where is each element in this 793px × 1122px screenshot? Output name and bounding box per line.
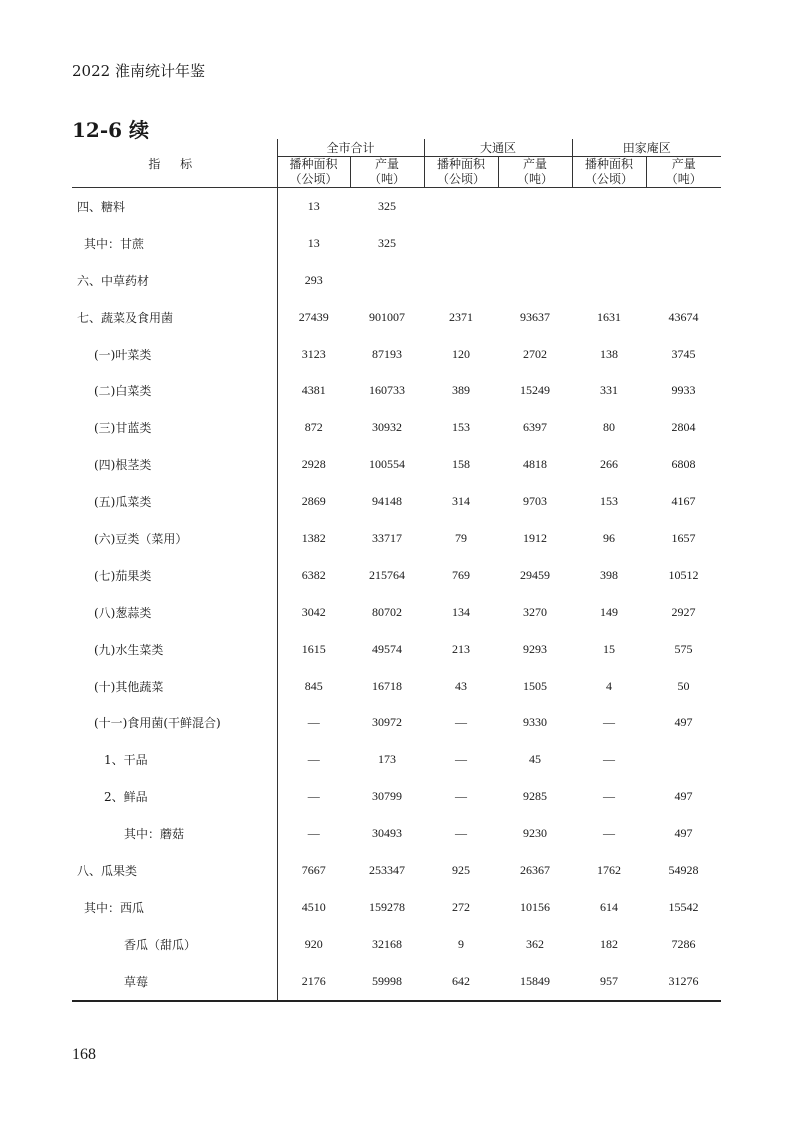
table-cell: 3745 bbox=[671, 346, 696, 361]
table-cell: 9 bbox=[458, 936, 465, 951]
table-cell: 4381 bbox=[301, 383, 326, 398]
table-cell: 7286 bbox=[671, 936, 696, 951]
row-label: (六)豆类（菜用） bbox=[72, 520, 277, 557]
table-cell: 80702 bbox=[372, 604, 402, 619]
table-cell: 362 bbox=[526, 936, 545, 951]
table-cell: 957 bbox=[572, 963, 646, 1001]
table-cell: 1657 bbox=[671, 530, 696, 545]
table-cell: 30932 bbox=[372, 420, 402, 435]
table-row bbox=[72, 815, 721, 852]
table-cell: 497 bbox=[674, 715, 693, 730]
table-cell: 50 bbox=[677, 678, 690, 693]
table-cell: 1912 bbox=[523, 530, 548, 545]
table-cell: 4818 bbox=[523, 457, 548, 472]
table-cell: 2927 bbox=[671, 604, 696, 619]
row-label: 七、蔬菜及食用菌 bbox=[72, 299, 277, 336]
row-label: 其中：甘蔗 bbox=[72, 225, 277, 262]
table-cell: 93637 bbox=[520, 309, 551, 324]
table-cell: — bbox=[603, 826, 616, 841]
row-label: 六、中草药材 bbox=[72, 262, 277, 299]
table-cell: 173 bbox=[378, 752, 396, 767]
table-cell: 1631 bbox=[597, 309, 622, 324]
table-cell: 9330 bbox=[523, 715, 548, 730]
table-row bbox=[72, 557, 721, 594]
table-cell: 4510 bbox=[301, 899, 326, 914]
table-cell: 266 bbox=[600, 457, 619, 472]
table-cell: — bbox=[307, 789, 320, 804]
table-row bbox=[72, 188, 721, 225]
table-cell: 9703 bbox=[523, 494, 548, 509]
table-cell: 15 bbox=[603, 641, 616, 656]
table-cell: 45 bbox=[529, 752, 542, 767]
table-cell: — bbox=[307, 715, 320, 730]
table-cell: 31276 bbox=[646, 963, 721, 1001]
table-cell: 213 bbox=[452, 641, 471, 656]
table-row bbox=[72, 520, 721, 557]
table-cell: — bbox=[307, 826, 320, 841]
table-cell: 54928 bbox=[668, 862, 699, 877]
table-cell: 138 bbox=[600, 346, 619, 361]
table-row bbox=[72, 704, 721, 741]
table-cell: 59998 bbox=[350, 963, 424, 1001]
table-cell: 901007 bbox=[369, 309, 405, 324]
table-row bbox=[72, 963, 721, 1001]
table-cell: 26367 bbox=[520, 862, 551, 877]
table-cell: 80 bbox=[603, 420, 616, 435]
table-cell: 575 bbox=[674, 641, 693, 656]
table-cell: 845 bbox=[304, 678, 323, 693]
table-cell: 3123 bbox=[301, 346, 326, 361]
row-label: 四、糖料 bbox=[72, 188, 277, 225]
table-cell: 2702 bbox=[523, 346, 548, 361]
table-cell: 182 bbox=[600, 936, 619, 951]
table-cell bbox=[424, 225, 498, 262]
table-row bbox=[72, 741, 721, 778]
table-cell: — bbox=[307, 752, 320, 767]
table-cell: — bbox=[455, 789, 468, 804]
table-row bbox=[72, 668, 721, 705]
table-cell: 215764 bbox=[369, 567, 405, 582]
table-cell: 389 bbox=[452, 383, 471, 398]
table-cell: 32168 bbox=[372, 936, 402, 951]
table-cell: 79 bbox=[455, 530, 468, 545]
table-cell: 4 bbox=[606, 678, 613, 693]
table-row bbox=[72, 372, 721, 409]
table-cell: 29459 bbox=[520, 567, 551, 582]
table-cell: — bbox=[603, 715, 616, 730]
table-cell: 94148 bbox=[372, 494, 402, 509]
table-cell: 325 bbox=[378, 235, 396, 250]
table-cell: 13 bbox=[307, 198, 320, 213]
row-label: 其中：蘑菇 bbox=[72, 815, 277, 852]
table-cell: 325 bbox=[378, 198, 396, 213]
table-cell: 6382 bbox=[301, 567, 326, 582]
table-cell: 10156 bbox=[520, 899, 551, 914]
table-cell: 33717 bbox=[372, 530, 402, 545]
row-label: 香瓜（甜瓜） bbox=[72, 926, 277, 963]
table-cell: 27439 bbox=[298, 309, 329, 324]
table-cell: 3270 bbox=[523, 604, 548, 619]
table-cell: — bbox=[603, 752, 616, 767]
table-cell: 30493 bbox=[372, 826, 402, 841]
table-row bbox=[72, 926, 721, 963]
table-cell bbox=[424, 262, 498, 299]
table-cell: 925 bbox=[452, 862, 471, 877]
table-cell: 9933 bbox=[671, 383, 696, 398]
row-label: 草莓 bbox=[72, 963, 277, 1001]
subheader-area: 播种面积 （公顷） bbox=[572, 157, 646, 188]
table-title: 12-6 续 bbox=[72, 118, 150, 142]
table-cell bbox=[646, 741, 721, 778]
table-cell bbox=[646, 188, 721, 225]
table-cell: 2176 bbox=[277, 963, 350, 1001]
table-cell: 49574 bbox=[372, 641, 402, 656]
table-cell: 2371 bbox=[449, 309, 474, 324]
table-cell: 15542 bbox=[668, 899, 699, 914]
row-label: (二)白菜类 bbox=[72, 372, 277, 409]
table-cell: 158 bbox=[452, 457, 471, 472]
table-cell bbox=[498, 262, 572, 299]
table-row bbox=[72, 594, 721, 631]
table-cell: 9293 bbox=[523, 641, 548, 656]
table-cell: 3042 bbox=[301, 604, 326, 619]
table-cell: 134 bbox=[452, 604, 471, 619]
table-cell: 272 bbox=[452, 899, 471, 914]
table-row bbox=[72, 262, 721, 299]
row-label: (十)其他蔬菜 bbox=[72, 668, 277, 705]
table-cell: 769 bbox=[452, 567, 471, 582]
table-cell: 13 bbox=[307, 235, 320, 250]
table-cell bbox=[424, 188, 498, 225]
statistics-table bbox=[72, 139, 721, 1002]
table-cell bbox=[498, 225, 572, 262]
table-cell: — bbox=[455, 752, 468, 767]
table-cell: 149 bbox=[600, 604, 619, 619]
header-row-groups bbox=[72, 139, 721, 157]
table-cell: — bbox=[455, 826, 468, 841]
table-cell: 15849 bbox=[498, 963, 572, 1001]
table-cell: 872 bbox=[304, 420, 323, 435]
table-cell: 1615 bbox=[301, 641, 326, 656]
row-label: (一)叶菜类 bbox=[72, 336, 277, 373]
table-cell: 9285 bbox=[523, 789, 548, 804]
table-cell bbox=[572, 188, 646, 225]
table-cell: 642 bbox=[424, 963, 498, 1001]
subheader-output: 产量 （吨） bbox=[646, 157, 721, 188]
table-cell: 160733 bbox=[369, 383, 405, 398]
table-cell: 153 bbox=[600, 494, 619, 509]
column-header-index: 指 标 bbox=[72, 139, 277, 188]
table-row bbox=[72, 446, 721, 483]
table-cell: 43 bbox=[455, 678, 468, 693]
table-cell: 1505 bbox=[523, 678, 548, 693]
table-cell: 4167 bbox=[671, 494, 696, 509]
table-cell: 100554 bbox=[369, 457, 405, 472]
table-cell bbox=[498, 188, 572, 225]
row-label: (十一)食用菌(干鲜混合) bbox=[72, 704, 277, 741]
table-cell bbox=[572, 225, 646, 262]
table-cell: 497 bbox=[674, 789, 693, 804]
table-cell: 2928 bbox=[301, 457, 326, 472]
table-cell: 10512 bbox=[668, 567, 699, 582]
table-cell: 293 bbox=[304, 272, 323, 287]
subheader-output: 产量 （吨） bbox=[498, 157, 572, 188]
table-cell: 497 bbox=[674, 826, 693, 841]
row-label: (五)瓜菜类 bbox=[72, 483, 277, 520]
table-cell bbox=[646, 225, 721, 262]
table-row bbox=[72, 778, 721, 815]
table-cell: 7667 bbox=[301, 862, 326, 877]
table-cell: 398 bbox=[600, 567, 619, 582]
row-label: (七)茄果类 bbox=[72, 557, 277, 594]
table-cell: 159278 bbox=[369, 899, 405, 914]
row-label: (三)甘蓝类 bbox=[72, 409, 277, 446]
table-cell: 6808 bbox=[671, 457, 696, 472]
row-label: (四)根茎类 bbox=[72, 446, 277, 483]
table-cell: — bbox=[603, 789, 616, 804]
table-cell: — bbox=[455, 715, 468, 730]
table-cell: 43674 bbox=[668, 309, 699, 324]
row-label: 1、干品 bbox=[72, 741, 277, 778]
column-header-tianjiaan: 田家庵区 bbox=[572, 139, 721, 157]
table-cell: 2869 bbox=[301, 494, 326, 509]
subheader-output: 产量 （吨） bbox=[350, 157, 424, 188]
table-cell: 153 bbox=[452, 420, 471, 435]
table-cell: 253347 bbox=[369, 862, 405, 877]
row-label: 其中：西瓜 bbox=[72, 889, 277, 926]
table-row bbox=[72, 889, 721, 926]
row-label: 2、鲜品 bbox=[72, 778, 277, 815]
table-cell: 614 bbox=[600, 899, 619, 914]
column-header-city-total: 全市合计 bbox=[277, 139, 424, 157]
row-label: (九)水生菜类 bbox=[72, 631, 277, 668]
table-row bbox=[72, 409, 721, 446]
table-cell: 120 bbox=[452, 346, 471, 361]
table-cell: 15249 bbox=[520, 383, 551, 398]
table-cell: 1762 bbox=[597, 862, 622, 877]
table-row bbox=[72, 299, 721, 336]
table-row bbox=[72, 483, 721, 520]
table-cell: 314 bbox=[452, 494, 471, 509]
table-cell: 920 bbox=[304, 936, 323, 951]
book-title: 2022 淮南统计年鉴 bbox=[72, 62, 205, 80]
subheader-area: 播种面积 （公顷） bbox=[424, 157, 498, 188]
table-cell: 9230 bbox=[523, 826, 548, 841]
row-label: (八)葱蒜类 bbox=[72, 594, 277, 631]
table-cell: 87193 bbox=[372, 346, 402, 361]
table-cell: 16718 bbox=[372, 678, 402, 693]
table-cell bbox=[646, 262, 721, 299]
table-row bbox=[72, 852, 721, 889]
table-row bbox=[72, 631, 721, 668]
table-cell bbox=[350, 262, 424, 299]
table-cell: 96 bbox=[603, 530, 616, 545]
table-row bbox=[72, 225, 721, 262]
page-number: 168 bbox=[72, 1046, 96, 1063]
table-cell: 30972 bbox=[372, 715, 402, 730]
table-cell: 6397 bbox=[523, 420, 548, 435]
table-cell: 2804 bbox=[671, 420, 696, 435]
table-cell: 30799 bbox=[372, 789, 402, 804]
column-header-datong: 大通区 bbox=[424, 139, 572, 157]
subheader-area: 播种面积 （公顷） bbox=[277, 157, 350, 188]
row-label: 八、瓜果类 bbox=[72, 852, 277, 889]
table-row bbox=[72, 336, 721, 373]
table-cell: 331 bbox=[600, 383, 619, 398]
table-cell: 1382 bbox=[301, 530, 326, 545]
table-cell bbox=[572, 262, 646, 299]
